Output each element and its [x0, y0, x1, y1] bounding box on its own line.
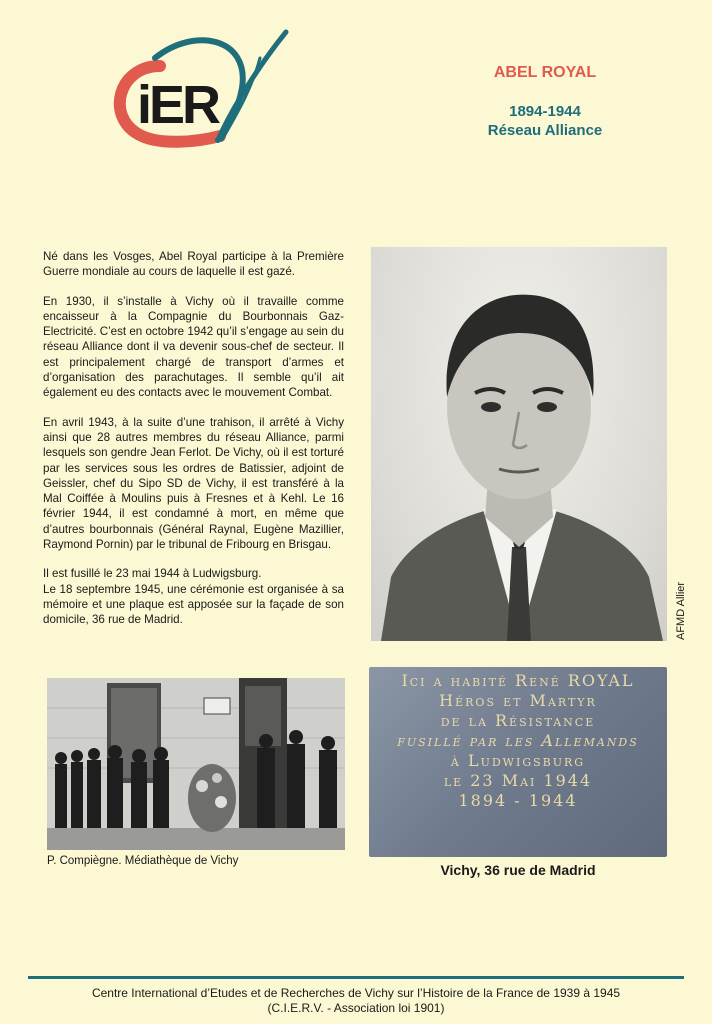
plaque-line: le 23 Mai 1944	[443, 771, 593, 790]
footer-line: (C.I.E.R.V. - Association loi 1901)	[267, 1001, 445, 1015]
portrait-photo	[371, 247, 667, 641]
memorial-plaque-photo	[369, 667, 667, 857]
plaque-line: fusillé par les Allemands	[397, 731, 639, 750]
plaque-line: de la Résistance	[440, 711, 596, 730]
footer-divider	[28, 976, 684, 979]
logo-text: iER	[137, 75, 219, 135]
network-name: Réseau Alliance	[487, 122, 603, 139]
photo-credit: AFMD Allier	[675, 581, 687, 640]
person-name: ABEL ROYAL	[493, 64, 597, 81]
portrait-illustration	[371, 247, 667, 641]
ceremony-photo	[47, 678, 345, 850]
plaque-line: à Ludwigsburg	[450, 751, 586, 770]
ceremony-caption: P. Compiègne. Médiathèque de Vichy	[47, 855, 239, 867]
bio-paragraph: Il est fusillé le 23 mai 1944 à Ludwigsburg.	[43, 567, 262, 581]
header	[440, 64, 650, 140]
plaque-line: Héros et Martyr	[439, 691, 597, 710]
bio-paragraph: Né dans les Vosges, Abel Royal participe à la Première Guerre mondiale au cours de laquelle il est gazé.	[43, 250, 344, 279]
bio-paragraph: Le 18 septembre 1945, une cérémonie est organisée à sa mémoire et une plaque est apposée sur la façade de son domicile, 36 rue de Madrid.	[43, 582, 344, 627]
plaque-line: 1894 - 1944	[458, 791, 578, 810]
biography	[43, 249, 344, 642]
bio-paragraph: En 1930, il s’installe à Vichy où il travaille comme encaisseur à la Compagnie du Bourbonnais Gaz-Electricité. C’est en octobre 1942 qu’il s’engage au sein du réseau Alliance dont il va devenir sous-chef de secteur. Il est principalement chargé de transport d’armes et d’organisation des parachutages. Il semble qu’il ait également eu des contacts avec le mouvement Combat.	[43, 294, 344, 400]
footer-line: Centre International d’Etudes et de Recherches de Vichy sur l’Histoire de la France de 1939 à 1945	[91, 986, 621, 1000]
bio-paragraph: En avril 1943, à la suite d’une trahison, il arrêté à Vichy ainsi que 28 autres membres du réseau Alliance, parmi lesquels son gendre Jean Ferlot. De Vichy, où il est torturé par les services sous les ordres de Batissier, adjoint de Geissler, chef du Sipo SD de Vichy, il est transféré à la Mal Coiffée à Moulins puis à Fresnes et à Kehl. Le 16 février 1944, il est condamné à mort, en même que d’autres bourbonnais (Général Raynal, Eugène Mazillier, Raymond Pornin) par le tribunal de Fribourg en Brisgau.	[43, 415, 344, 552]
life-years: 1894-1944	[509, 103, 581, 120]
footer	[28, 986, 684, 1016]
plaque-text	[369, 671, 667, 811]
plaque-line: Ici a habité René ROYAL	[401, 671, 635, 690]
ceremony-illustration	[47, 678, 345, 850]
plaque-caption: Vichy, 36 rue de Madrid	[440, 862, 596, 878]
